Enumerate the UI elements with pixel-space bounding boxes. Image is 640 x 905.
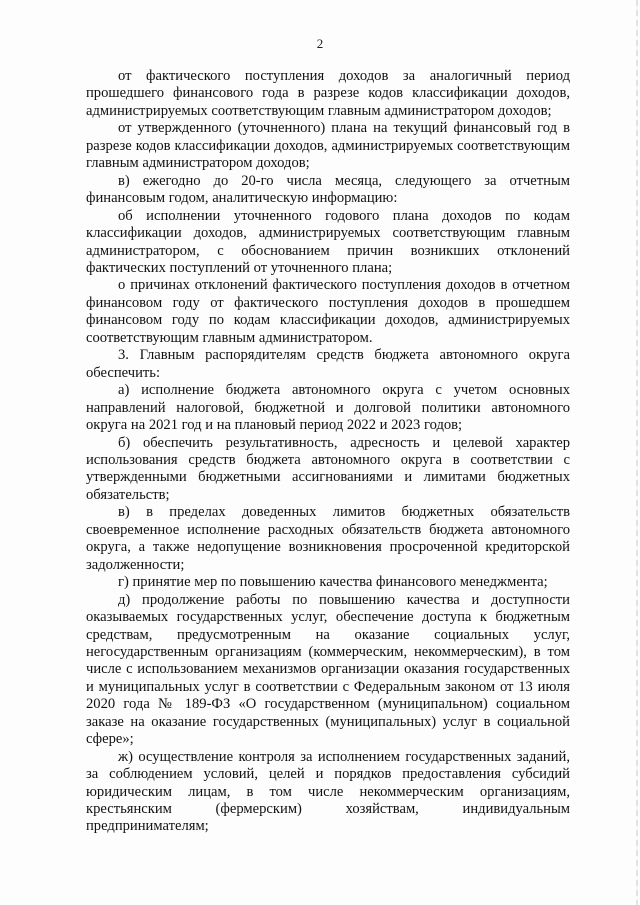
paragraph-item-v-analytics: в) ежегодно до 20-го числа месяца, следующего за отчетным финансовым годом, аналитическую информацию: <box>86 172 570 207</box>
page-number: 2 <box>316 36 324 51</box>
paragraph-plan-execution: об исполнении уточненного годового плана доходов по кодам классификации доходов, администрируемых соответствующим главным администратором, с обоснованием причин возникших отклонений фактических поступлений от уточненного плана; <box>86 207 570 276</box>
paragraph-item-b: б) обеспечить результативность, адресность и целевой характер использования средств бюджета автономного округа в соответствии с утвержденными бюджетными ассигнованиями и лимитами бюджетных обязательств; <box>86 434 570 503</box>
paragraph-item-zh: ж) осуществление контроля за исполнением государственных заданий, за соблюдением условий, целей и порядков предоставления субсидий юридическим лицам, в том числе некоммерческим организациям, крестьянским (фермерским) хозяйствам, индивидуальным предпринимателям; <box>86 748 570 835</box>
paragraph-item-d: д) продолжение работы по повышению качества и доступности оказываемых государственных услуг, обеспечение доступа к бюджетным средствам, предусмотренным на оказание социальных услуг, негосударственным организациям (коммерческим, некоммерческим), в том числе с использованием механизмов организации оказания государственных и муниципальных услуг в соответствии с Федеральным законом от 13 июля 2020 года № 189-ФЗ «О государственном (муниципальном) социальном заказе на оказание государственных (муниципальных) услуг в социальной сфере»; <box>86 591 570 748</box>
paragraph-deviation-reasons: о причинах отклонений фактического поступления доходов в отчетном финансовом году от фактического поступления доходов в прошедшем финансовом году по кодам классификации доходов, администрируемых соответствующим главным администратором. <box>86 277 570 346</box>
paragraph-section-3: 3. Главным распорядителям средств бюджета автономного округа обеспечить: <box>86 347 570 381</box>
paragraph-income-vs-plan: от утвержденного (уточненного) плана на текущий финансовый год в разрезе кодов классификации доходов, администрируемых соответствующим главным администратором доходов; <box>86 120 570 172</box>
paragraph-item-v: в) в пределах доведенных лимитов бюджетных обязательств своевременное исполнение расходных обязательств бюджета автономного округа, а также недопущение возникновения просроченной кредиторской задолженности; <box>86 504 570 573</box>
paragraph-income-vs-previous-year: от фактического поступления доходов за аналогичный период прошедшего финансового года в разрезе кодов классификации доходов, администрируемых соответствующим главным администратором доходов; <box>86 68 570 119</box>
paragraph-item-a: а) исполнение бюджета автономного округа с учетом основных направлений налоговой, бюджетной и долговой политики автономного округа на 2021 год и на плановый период 2022 и 2023 годов; <box>86 382 570 434</box>
document-body <box>86 68 570 836</box>
scan-edge <box>636 0 638 905</box>
paragraph-item-g: г) принятие мер по повышению качества финансового менеджмента; <box>118 574 548 591</box>
